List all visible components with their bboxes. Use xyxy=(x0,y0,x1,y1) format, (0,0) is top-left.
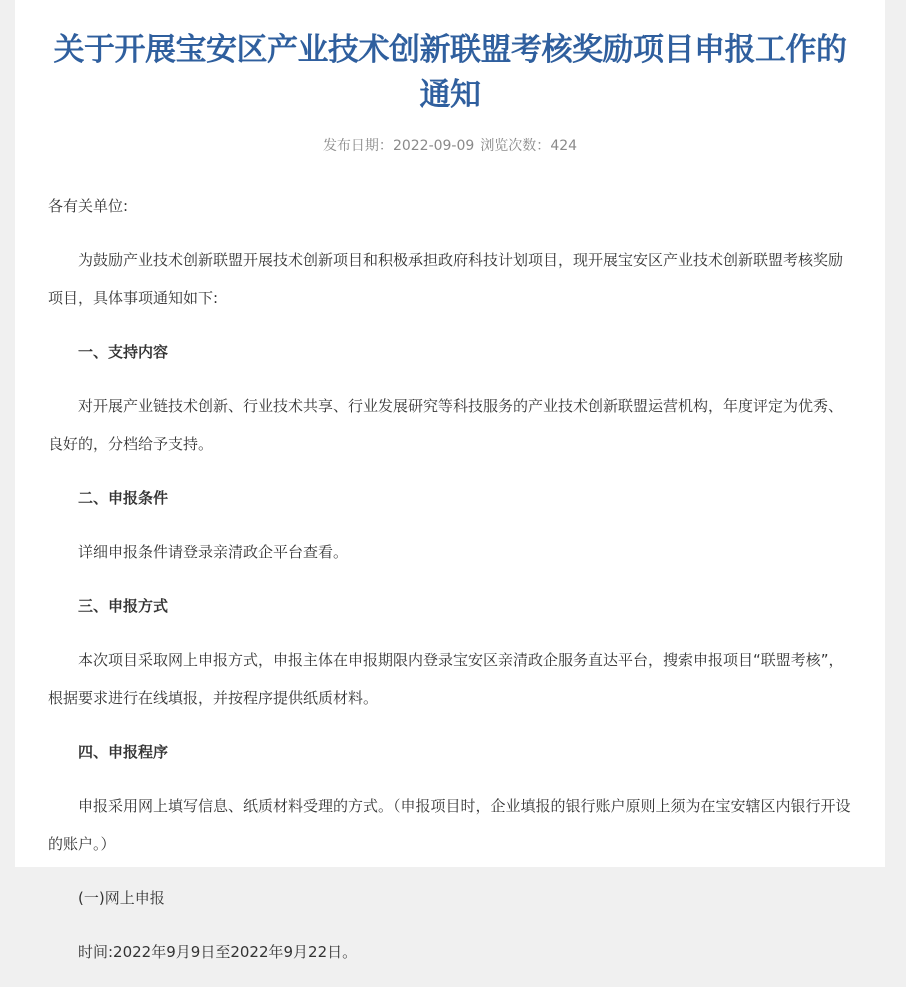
section-body-method: 本次项目采取网上申报方式，申报主体在申报期限内登录宝安区亲清政企服务直达平台，搜索申报项目“联盟考核”，根据要求进行在线填报，并按程序提供纸质材料。 xyxy=(48,651,844,707)
section-heading-support: 一、支持内容 xyxy=(78,343,169,361)
section-body-support: 对开展产业链技术创新、行业技术共享、行业发展研究等科技服务的产业技术创新联盟运营机构，年度评定为优秀、良好的，分档给予支持。 xyxy=(48,397,844,453)
publish-date: 2022-09-09 xyxy=(392,138,475,154)
section-heading-conditions: 二、申报条件 xyxy=(78,489,169,507)
article-page xyxy=(15,0,885,961)
intro-paragraph: 为鼓励产业技术创新联盟开展技术创新项目和积极承担政府科技计划项目，现开展宝安区产业技术创新联盟考核奖励项目，具体事项通知如下: xyxy=(48,251,844,307)
subsection-heading-online: (一)网上申报 xyxy=(78,889,165,907)
views-label: 浏览次数： xyxy=(480,138,551,154)
section-heading-procedure: 四、申报程序 xyxy=(78,743,169,761)
section-heading-method: 三、申报方式 xyxy=(78,597,169,615)
publish-date-label: 发布日期： xyxy=(322,138,393,154)
section-body-conditions: 详细申报条件请登录亲清政企平台查看。 xyxy=(78,543,349,561)
article-title: 关于开展宝安区产业技术创新联盟考核奖励项目申报工作的通知 xyxy=(53,32,847,113)
subsection-time: 时间:2022年9月9日至2022年9月22日。 xyxy=(78,943,358,961)
article-meta xyxy=(15,136,885,156)
section-body-procedure: 申报采用网上填写信息、纸质材料受理的方式。（申报项目时，企业填报的银行账户原则上须为在宝安辖区内银行开设的账户。） xyxy=(48,797,851,853)
views-count: 424 xyxy=(550,138,578,154)
salutation: 各有关单位: xyxy=(48,197,129,215)
article-body xyxy=(48,187,853,987)
